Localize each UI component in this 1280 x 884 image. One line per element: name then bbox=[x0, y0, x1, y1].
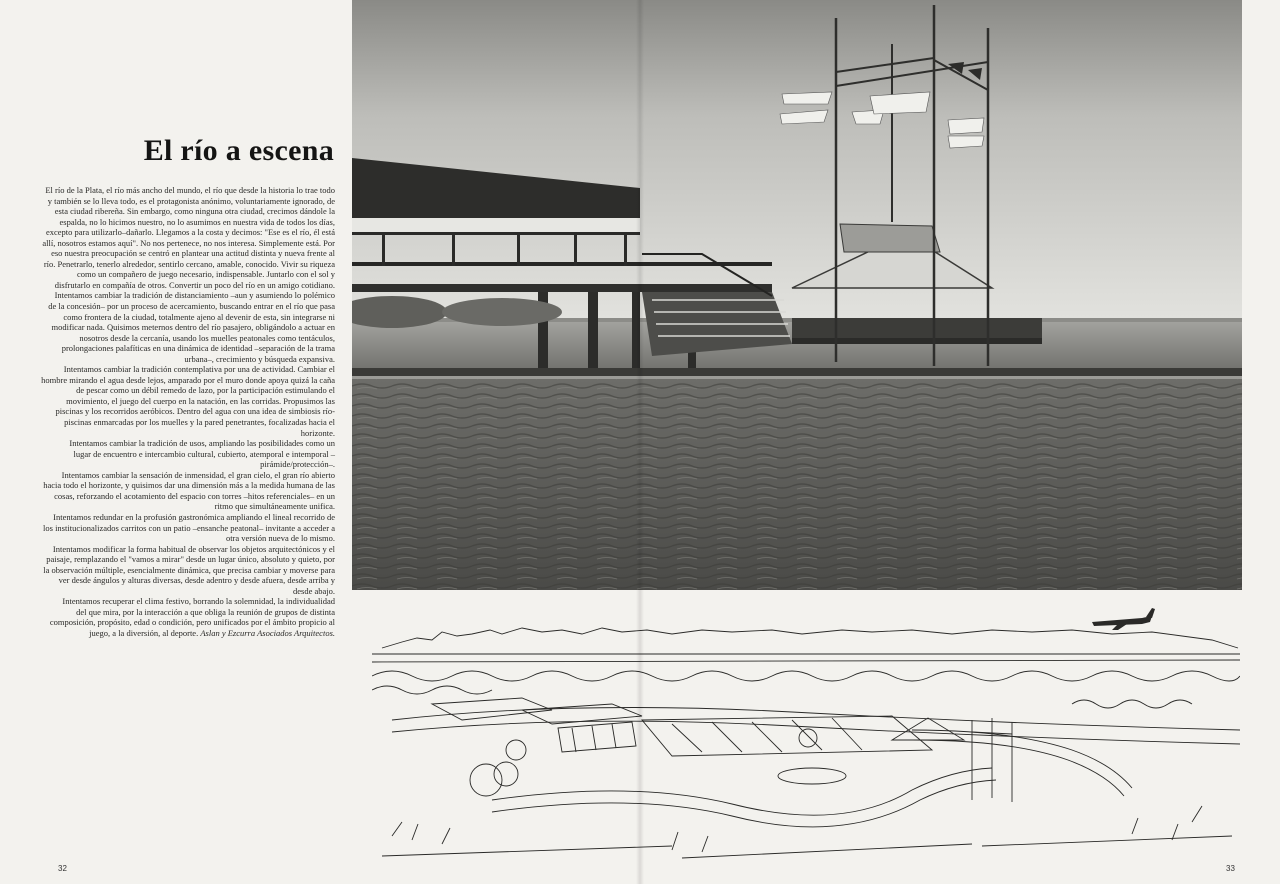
article-title: El río a escena bbox=[143, 134, 334, 167]
paragraph: Intentamos cambiar la tradición contemplativa por una de actividad. Cambiar el hombre mirando el agua desde lejos, amparado por el muro donde apoya quizá la caña de pescar como un débil remedo de lazo, por la participación estimulando el movimiento, el juego del cuerpo en la natación, en las corridas. Propusimos las piscinas y los recorridos aeróbicos. Dentro del agua con una idea de simbiosis río-piscinas enmarcadas por los muelles y la pared penetrantes, focalizadas hacia el horizonte. bbox=[41, 364, 335, 438]
page-gutter bbox=[636, 0, 644, 884]
paragraph: Intentamos modificar la forma habitual de observar los objetos arquitectónicos y el paisaje, remplazando el "vamos a mirar" desde un lugar único, absoluto y quieto, por la observación múltiple, esencialmente dinámica, que precisa cambiar y moverse para ver desde ángulos y alturas diversas, desde adentro y desde afuera, desde arriba y desde abajo. bbox=[43, 543, 335, 596]
paragraph: Intentamos cambiar la sensación de inmensidad, el gran cielo, el gran río abierto hacia todo el horizonte, y quisimos dar una dimensión más a la medida humana de las cosas, reforzando el acotamiento del espacio con torres –hitos referenciales– en un ritmo que simultáneamente unifica. bbox=[43, 469, 335, 512]
paragraph-text: Intentamos recuperar el clima festivo, borrando la solemnidad, la individualidad del que mira, por la interacción a que obliga la reunión de grupos de distinta composición, propósito, edad o condición, pero unificados por el ámbito propicio al juego, a la diversión, al deporte. bbox=[49, 596, 335, 638]
page-number-left: 32 bbox=[58, 864, 67, 873]
paragraph: Intentamos redundar en la profusión gastronómica ampliando el lineal recorrido de los institucionalizados carritos con un patio –ensanche peatonal– invitante a acceder a otra versión nueva de lo mismo. bbox=[43, 511, 335, 544]
aerial-sketch-illustration bbox=[372, 600, 1240, 868]
river-pier-photo bbox=[352, 0, 1242, 590]
paragraph: El río de la Plata, el río más ancho del mundo, el río que desde la historia lo trae todo y también se lo lleva todo, es el protagonista anónimo, voluntariamente ignorado, de esta ciudad ribereña. Sin embargo, como ninguna otra ciudad, crecimos dándole la espalda, no lo hicimos nuestro, no lo asumimos en nuestra vida de todos los días, excepto para utilizarlo–dañarlo. Llegamos a la costa y decimos: "Ese es el río, él está allí, nosotros estamos aquí". No nos pertenece, no nos interesa. Simplemente está. Por eso nuestra preocupación se centró en plantear una actitud distinta y nueva frente al río. Penetrarlo, tenerlo alrededor, sentirlo cercano, amable, conocido. Vivir su riqueza como un compañero de juego necesario, indispensable. Juntarlo con el sol y disfrutarlo en compañía de otros. Convertir un poco del río en un amigo cotidiano. bbox=[42, 185, 335, 290]
article-body bbox=[40, 185, 335, 639]
paragraph-last bbox=[40, 596, 335, 638]
paragraph: Intentamos cambiar la tradición de distanciamiento –aun y asumiendo lo polémico de la concesión– por un proceso de acercamiento, buscando entrar en el río que pasa como frontera de la ciudad, totalmente ajeno al devenir de esta, sin integrarse ni modificar nada. Quisimos meternos dentro del río pasajero, obligándolo a actuar en nosotros desde la cercanía, usando los muelles peatonales como tentáculos, prolongaciones palafíticas en una dinámica de identidad –separación de la trama urbana–, crecimiento y búsqueda expansiva. bbox=[48, 290, 335, 364]
airplane-drawing bbox=[1092, 608, 1155, 630]
aerial-sketch-drawing bbox=[372, 600, 1240, 868]
paragraph: Intentamos cambiar la tradición de usos, ampliando las posibilidades como un lugar de encuentro e intercambio cultural, cubierto, atemporal e intemporal –pirámide/protección–. bbox=[69, 438, 335, 470]
author-credit: Aslan y Ezcurra Asociados Arquitectos. bbox=[200, 627, 335, 638]
pier-photo-image bbox=[352, 0, 1242, 590]
page-number-right: 33 bbox=[1226, 864, 1235, 873]
